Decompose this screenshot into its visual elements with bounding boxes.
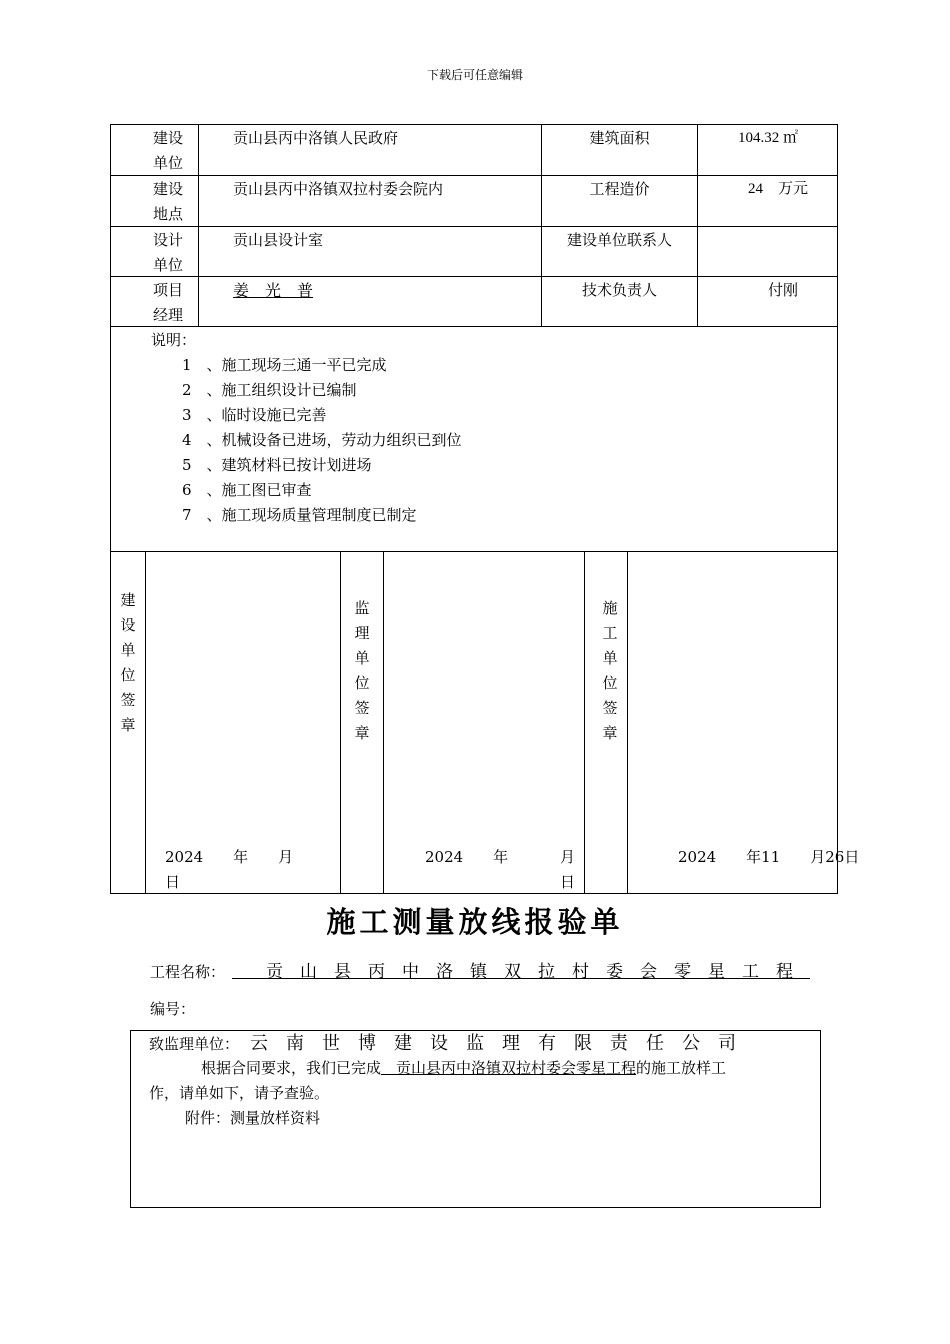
label-construction-unit: 建设单位 [152,129,183,172]
label-building-area: 建筑面积 [589,129,650,147]
col-divider [340,551,341,894]
notes-item: 5 、建筑材料已按计划进场 [182,456,372,474]
notes-item: 3 、临时设施已完善 [182,406,327,424]
number-label: 编号： [150,1000,196,1018]
row-divider [110,551,838,552]
notes-item: 1 、施工现场三通一平已完成 [182,356,387,374]
body-line2: 作，请单如下，请予查验。 [149,1084,330,1102]
label-design-unit: 设计单位 [152,231,183,274]
to-value: 云 南 世 博 建 设 监 理 有 限 责 任 公 司 [250,1033,736,1054]
sign-date-construction-day: 日 [165,873,181,891]
notes-item: 2 、施工组织设计已编制 [182,381,357,399]
body-prefix: 根据合同要求，我们已完成 [201,1059,382,1077]
notes-heading: 说明： [151,331,197,349]
value-construction-site: 贡山县丙中洛镇双拉村委会院内 [233,180,444,198]
body-suffix: 的施工放样工 [636,1059,727,1077]
sign-label-supervision: 监理单位签章 [354,599,370,742]
project-name-label: 工程名称： [150,963,226,981]
col-divider [383,551,384,894]
sign-date-supervision-day: 日 [560,873,576,891]
value-project-manager: 姜 光 普 [233,281,314,300]
row-divider [110,226,838,227]
to-label: 致监理单位： [149,1035,240,1053]
row-divider [110,326,838,327]
value-project-cost: 24 万元 [747,181,808,197]
col-divider [584,551,585,894]
notes-item: 4 、机械设备已进场，劳动力组织已到位 [182,431,462,449]
value-tech-lead: 付刚 [767,281,798,299]
notes-item: 7 、施工现场质量管理制度已制定 [182,506,417,524]
body-line1 [201,1056,726,1081]
notes-item: 6 、施工图已审查 [182,481,312,499]
row-divider [110,276,838,277]
label-project-cost: 工程造价 [589,180,650,198]
sign-date-contractor: 2024 年11 月26日 [678,848,860,866]
label-tech-lead: 技术负责人 [581,281,657,299]
value-construction-unit: 贡山县丙中洛镇人民政府 [233,129,399,147]
col-divider [627,551,628,894]
sign-label-contractor: 施工单位签章 [602,599,618,742]
sign-label-construction: 建设单位签章 [120,591,136,734]
attachment-line: 附件：测量放样资料 [185,1109,321,1127]
row-divider [110,175,838,176]
sign-date-supervision-month: 月 [560,848,576,866]
col-divider [145,551,146,894]
label-project-manager: 项目经理 [152,281,183,324]
form-title: 施工测量放线报验单 [326,905,624,939]
body-project: 贡山县丙中洛镇双拉村委会零星工程 [381,1059,637,1077]
value-design-unit: 贡山县设计室 [233,231,324,249]
label-contact: 建设单位联系人 [566,231,672,249]
value-building-area: 104.32 ㎡ [737,130,798,146]
col-divider [198,124,199,327]
sign-date-construction: 2024 年 月 [165,848,294,866]
sign-date-supervision-year: 2024 年 [425,848,509,866]
label-construction-site: 建设地点 [152,180,183,223]
project-name-value: 贡 山 县 丙 中 洛 镇 双 拉 村 委 会 零 星 工 程 [232,962,810,982]
header-note: 下载后可任意编辑 [426,68,523,82]
